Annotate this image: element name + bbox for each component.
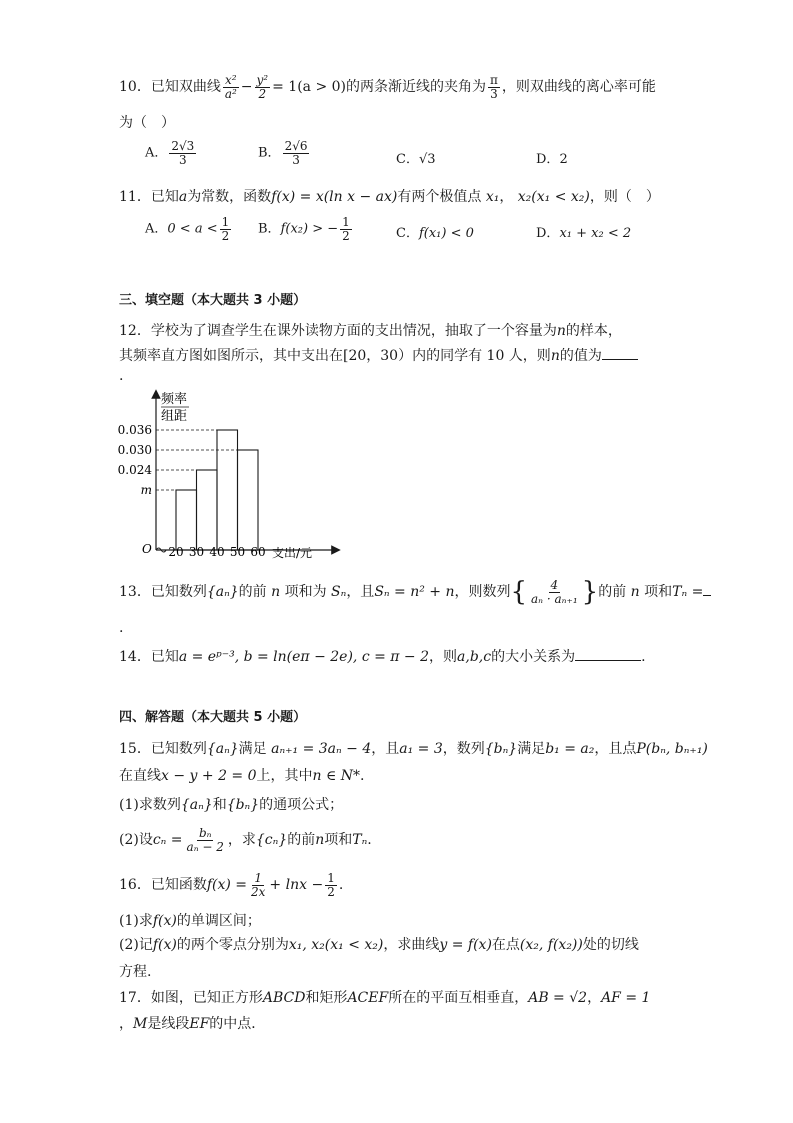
question-12-line3: . [119,368,124,384]
option-a: A． $\frac{2√3}{3}$ [145,139,195,167]
x-tick-label: 60 [250,545,266,559]
x-tick-label: 20 [168,545,184,559]
question-17-line2: ，M是线段EF的中点． [119,1016,266,1032]
question-16-part2-line2: 方程. [119,964,152,980]
option-a: A．0 < a < $\frac{1}{2}$ [145,215,230,243]
question-10-line2: 为（ ） [119,115,175,131]
question-15-line2: 在直线x − y + 2 = 0上，其中n ∈ N*. [119,768,365,784]
fraction: $\frac{\pi}{3}$ [490,72,498,101]
y-tick-label: 0.036 [117,423,152,437]
y-tick-label: 0.024 [117,463,152,477]
question-15-part2: (2)设cₙ = $\frac{\text{bₙ}}{\text{aₙ − 2}}$ ，求{cₙ}的前n项和Tₙ. [119,825,372,854]
question-13-end: . [119,620,124,636]
y-label-top: 频率 [161,392,188,407]
answer-blank [602,359,638,360]
question-12-line2: 其频率直方图如图所示，其中支出在[20，30）内的同学有 10 人，则n的值为 [119,345,638,365]
histogram-bar [176,490,197,550]
question-12-line1: 12．学校为了调查学生在课外读物方面的支出情况，抽取了一个容量为n的样本， [119,323,622,339]
question-16-part2: (2)记f(x)的两个零点分别为x₁, x₂(x₁ < x₂)，求曲线y = f(x)在点(x₂, f(x₂))处的切线 [119,937,639,953]
answer-blank [703,595,711,596]
question-10: 10．已知双曲线 $\frac{\text{x²}}{\text{a²}}$ − $\frac{\text{y²}}{2}$ = 1(a > 0)的两条渐近线的夹角为 $\frac{\pi}{3}$ ，则双曲线的离心率可能 [119,72,656,101]
option-b: B．f(x₂) > − $\frac{1}{2}$ [258,215,350,243]
answer-blank [575,660,641,661]
section-heading: 三、填空题（本大题共 3 小题） [119,293,307,308]
option-c: C．f(x₁) < 0 [396,226,474,241]
option-d: D．x₁ + x₂ < 2 [536,226,632,241]
frequency-histogram [114,386,344,564]
y-tick-label: m [140,483,152,497]
histogram-bar [238,450,259,550]
section-heading: 四、解答题（本大题共 5 小题） [119,710,307,725]
option-d: D．2 [536,152,568,167]
question-14: 14．已知a = eᵖ⁻³, b = ln(eπ − 2e), c = π − 2，则a,b,c的大小关系为 . [119,649,646,665]
origin-label: O [142,542,152,556]
x-axis-label: 支出/元 [272,546,313,560]
question-17: 17．如图，已知正方形ABCD和矩形ACEF所在的平面互相垂直，AB = √2，AF = 1 [119,990,651,1006]
question-number: 10． [119,79,151,95]
question-15-line1: 15．已知数列{aₙ}满足 aₙ₊₁ = 3aₙ − 4，且a₁ = 3，数列{bₙ}满足b₁ = a₂，且点P(bₙ, bₙ₊₁) [119,741,708,757]
x-tick-label: 30 [188,545,205,559]
option-b: B． $\frac{2√6}{3}$ [258,139,308,167]
question-13: 13．已知数列{aₙ}的前 n 项和为 Sₙ，且Sₙ = n² + n，则数列{ $\frac{4}{\text{aₙ · aₙ₊₁}}$ }的前 n 项和Tₙ = [119,572,711,612]
question-11: 11．已知a为常数，函数f(x) = x(ln x − ax)有两个极值点 x₁， x₂(x₁ < x₂)，则（ ） [119,189,660,205]
x-tick-label: 50 [229,545,246,559]
question-15-part1: (1)求数列{aₙ}和{bₙ}的通项公式； [119,797,344,813]
question-16-part1: (1)求f(x)的单调区间； [119,913,261,929]
question-16: 16．已知函数f(x) = $\frac{1}{2x}$ + lnx − $\frac{1}{2}$ . [119,870,344,899]
fraction: $\frac{\text{y²}}{2}$ [256,72,269,101]
histogram-bar [197,470,218,550]
y-label-bottom: 组距 [161,409,188,424]
histogram-bar [217,430,238,550]
x-tick-label: 40 [209,545,225,559]
fraction: $\frac{\text{x²}}{\text{a²}}$ [224,72,237,101]
y-tick-label: 0.030 [117,443,152,457]
option-c: C．√3 [396,152,436,167]
